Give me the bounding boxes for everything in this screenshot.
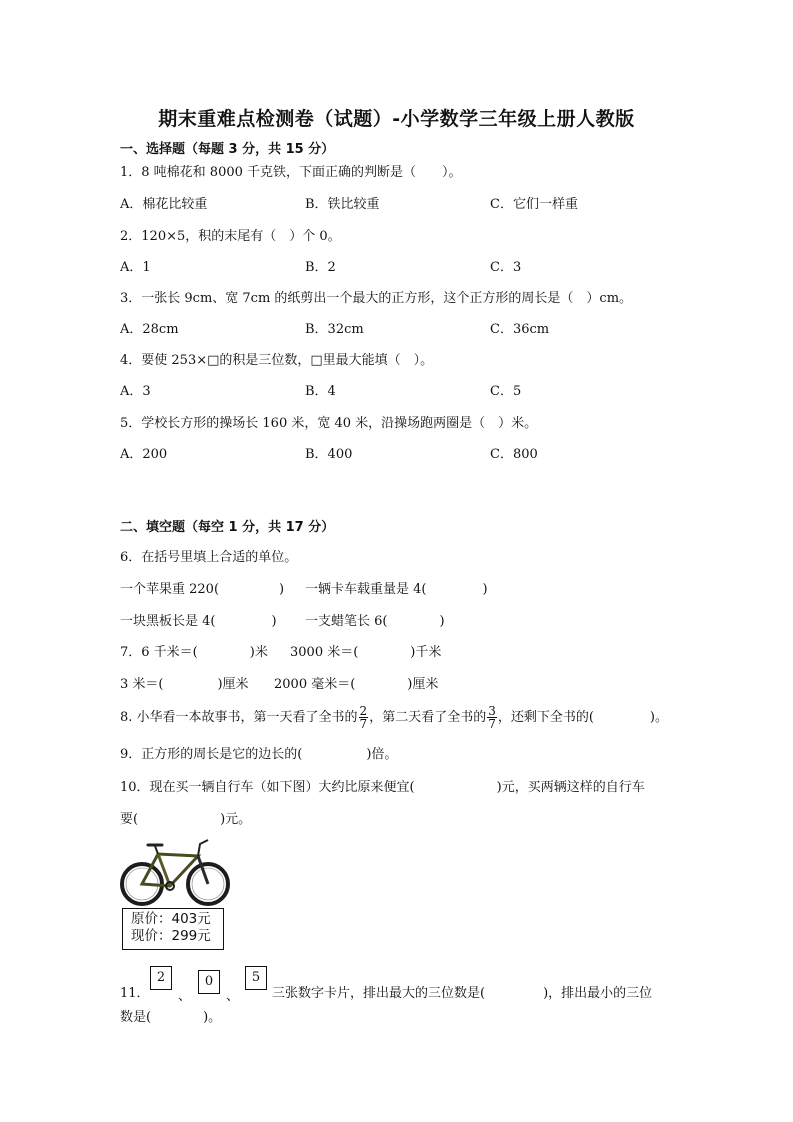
frac1-numerator: 2 bbox=[359, 704, 368, 718]
frac2-denominator: 7 bbox=[488, 717, 496, 731]
q7-p3-unit: )厘米 bbox=[217, 677, 249, 692]
q1-option-b[interactable]: B．铁比较重 bbox=[305, 197, 380, 212]
q7-p1-unit: )米 bbox=[249, 645, 268, 660]
page-title: 期末重难点检测卷（试题）-小学数学三年级上册人教版 bbox=[158, 108, 635, 130]
question-8 bbox=[120, 704, 668, 732]
question-10-line2 bbox=[120, 811, 251, 829]
q10-text-c: 要( bbox=[120, 812, 139, 827]
question-5: 5．学校长方形的操场长 160 米，宽 40 米，沿操场跑两圈是（ ）米。 bbox=[120, 416, 538, 431]
q7-p2-label: 3000 米＝( bbox=[290, 645, 359, 660]
q7-part3 bbox=[120, 676, 249, 694]
digit-card-2: 2 bbox=[150, 966, 172, 990]
q6-blackboard-label: 一块黑板长是 4( bbox=[120, 614, 216, 629]
q4-option-b[interactable]: B．4 bbox=[305, 384, 336, 399]
q7-p4-label: 2000 毫米＝( bbox=[274, 677, 356, 692]
q5-option-a[interactable]: A．200 bbox=[120, 447, 168, 462]
q8-prefix: 8. 小华看一本故事书，第一天看了全书的 bbox=[120, 710, 358, 725]
q9-suffix: )倍。 bbox=[366, 747, 398, 762]
question-1: 1．8 吨棉花和 8000 千克铁，下面正确的判断是（ ）。 bbox=[120, 165, 462, 180]
q4-option-a[interactable]: A．3 bbox=[120, 384, 151, 399]
q10-text-b: )元，买两辆这样的自行车 bbox=[496, 780, 645, 795]
q1-option-a[interactable]: A．棉花比较重 bbox=[120, 197, 208, 212]
q3-option-b[interactable]: B．32cm bbox=[305, 322, 364, 337]
q2-option-a[interactable]: A．1 bbox=[120, 260, 151, 275]
q2-option-b[interactable]: B．2 bbox=[305, 260, 336, 275]
question-11-line2 bbox=[120, 1009, 221, 1027]
bicycle-image bbox=[118, 836, 232, 908]
q6-crayon-close: ) bbox=[439, 614, 445, 629]
q11-sep-1: 、 bbox=[178, 989, 192, 1004]
q7-p1-label: 7．6 千米＝( bbox=[120, 645, 198, 660]
q2-option-c[interactable]: C．3 bbox=[490, 260, 522, 275]
q11-number: 11． bbox=[120, 986, 150, 1001]
q8-end: )。 bbox=[649, 710, 668, 725]
q4-option-c[interactable]: C．5 bbox=[490, 384, 522, 399]
q7-p2-unit: )千米 bbox=[410, 645, 442, 660]
q7-part4 bbox=[274, 676, 438, 694]
question-6: 6．在括号里填上合适的单位。 bbox=[120, 550, 298, 565]
q6-blackboard-close: ) bbox=[271, 614, 277, 629]
q7-part1 bbox=[120, 644, 268, 662]
q5-option-c[interactable]: C．800 bbox=[490, 447, 538, 462]
q1-option-c[interactable]: C．它们一样重 bbox=[490, 197, 578, 212]
q7-p4-unit: )厘米 bbox=[407, 677, 439, 692]
q11-text-c: 数是( bbox=[120, 1010, 152, 1025]
q5-option-b[interactable]: B．400 bbox=[305, 447, 353, 462]
q10-text-a: 10．现在买一辆自行车（如下图）大约比原来便宜( bbox=[120, 780, 415, 795]
question-3: 3．一张长 9cm、宽 7cm 的纸剪出一个最大的正方形，这个正方形的周长是（ ）cm。 bbox=[120, 291, 633, 306]
q6-apple bbox=[120, 581, 284, 599]
frac2-numerator: 3 bbox=[488, 704, 496, 718]
q11-text-a: 三张数字卡片，排出最大的三位数是( bbox=[272, 986, 486, 1001]
q6-apple-label: 一个苹果重 220( bbox=[120, 582, 220, 597]
section-2-heading: 二、填空题（每空 1 分，共 17 分） bbox=[120, 520, 335, 535]
fraction-3-7 bbox=[487, 705, 497, 730]
q6-crayon bbox=[305, 613, 445, 631]
section-1-heading: 一、选择题（每题 3 分，共 15 分） bbox=[120, 142, 335, 157]
q11-sep-2: 、 bbox=[226, 989, 240, 1004]
q7-p3-label: 3 米＝( bbox=[120, 677, 164, 692]
q8-middle: ，第二天看了全书的 bbox=[369, 710, 487, 725]
q9-prefix: 9．正方形的周长是它的边长的( bbox=[120, 747, 303, 762]
q8-suffix: ，还剩下全书的( bbox=[497, 710, 594, 725]
q6-truck bbox=[305, 581, 488, 599]
question-11-line1 bbox=[272, 985, 652, 1003]
current-price: 现价：299元 bbox=[131, 928, 211, 944]
q6-apple-close: ) bbox=[279, 582, 285, 597]
digit-card-0: 0 bbox=[198, 970, 220, 994]
question-2: 2．120×5，积的末尾有（ ）个 0。 bbox=[120, 229, 341, 244]
question-9 bbox=[120, 746, 397, 764]
question-10-line1 bbox=[120, 779, 645, 797]
digit-card-5: 5 bbox=[245, 966, 267, 990]
frac1-denominator: 7 bbox=[359, 717, 368, 731]
q10-text-d: )元。 bbox=[220, 812, 252, 827]
q11-text-d: )。 bbox=[203, 1010, 222, 1025]
q3-option-c[interactable]: C．36cm bbox=[490, 322, 550, 337]
q7-part2 bbox=[290, 644, 441, 662]
q3-option-a[interactable]: A．28cm bbox=[120, 322, 179, 337]
question-4: 4．要使 253×□的积是三位数，□里最大能填（ ）。 bbox=[120, 353, 434, 368]
original-price: 原价：403元 bbox=[131, 911, 211, 927]
q6-blackboard bbox=[120, 613, 277, 631]
q6-truck-close: ) bbox=[482, 582, 488, 597]
fraction-2-7 bbox=[359, 705, 369, 730]
q11-text-b: )，排出最小的三位 bbox=[543, 986, 653, 1001]
price-label-box bbox=[122, 908, 224, 950]
q6-truck-label: 一辆卡车载重量是 4( bbox=[305, 582, 427, 597]
q6-crayon-label: 一支蜡笔长 6( bbox=[305, 614, 388, 629]
